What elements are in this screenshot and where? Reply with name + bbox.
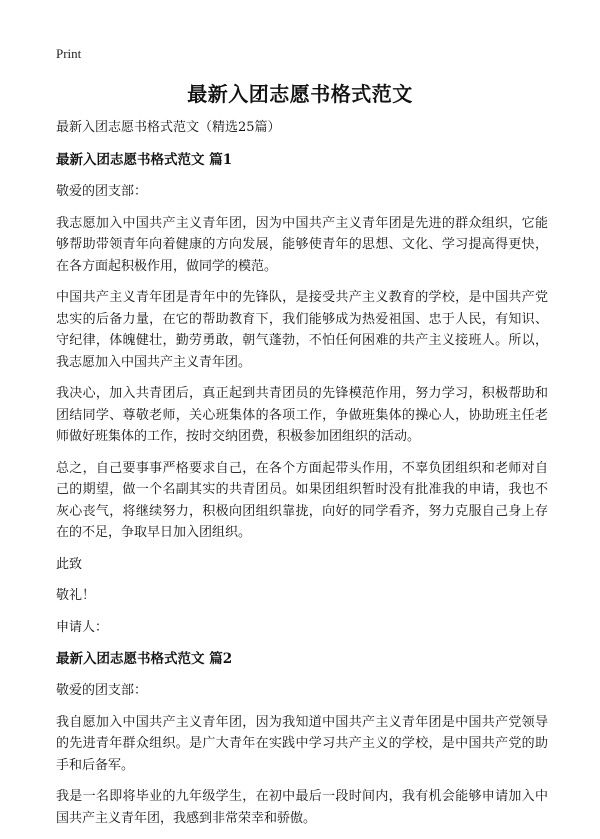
closing-line: 此致 <box>56 556 83 572</box>
paragraph: 我是一名即将毕业的九年级学生，在初中最后一段时间内，我有机会能够申请加入中国共产主义青年团，我感到非常荣幸和骄傲。 <box>56 789 548 826</box>
paragraph: 总之，自己要事事严格要求自己，在各个方面起带头作用，不辜负团组织和老师对自己的期望，做一个名副其实的共青团员。如果团组织暂时没有批准我的申请，我也不灰心丧气，将继续努力，积极向团组织靠拢，向好的同学看齐，努力克服自己身上存在的不足，争取早日加入团组织。 <box>56 460 548 540</box>
paragraph: 中国共产主义青年团是青年中的先锋队，是接受共产主义教育的学校，是中国共产党忠实的后备力量，在它的帮助教育下，我们能够成为热爱祖国、忠于人民，有知识、守纪律，体魄健壮，勤劳勇敢，朝气蓬勃，不怕任何困难的共产主义接班人。所以，我志愿加入中国共产主义青年团。 <box>56 290 548 370</box>
closing-line: 敬礼！ <box>56 588 96 603</box>
document-body <box>56 117 548 839</box>
paragraph: 我自愿加入中国共产主义青年团，因为我知道中国共产主义青年团是中国共产党领导的先进青年群众组织。是广大青年在实践中学习共产主义的学校，是中国共产党的助手和后备军。 <box>56 714 548 773</box>
article-title: 最新入团志愿书格式范文 篇1 <box>56 152 233 168</box>
signature-line: 申请人： <box>56 619 109 635</box>
salutation: 敬爱的团支部： <box>56 184 148 199</box>
document-title: 最新入团志愿书格式范文 <box>187 82 413 106</box>
paragraph: 我志愿加入中国共产主义青年团，因为中国共产主义青年团是先进的群众组织，它能够帮助带领青年向着健康的方向发展，能够使青年的思想、文化、学习提高得更快，在各方面起积极作用，做同学的模范。 <box>56 215 548 274</box>
print-label: Print <box>56 46 82 61</box>
salutation: 敬爱的团支部： <box>56 683 148 698</box>
article-title: 最新入团志愿书格式范文 篇2 <box>56 651 233 667</box>
document-subtitle: 最新入团志愿书格式范文（精选25篇） <box>56 120 281 135</box>
article-1 <box>56 149 548 638</box>
paragraph: 我决心，加入共青团后，真正起到共青团员的先锋模范作用，努力学习，积极帮助和团结同学、尊敬老师，关心班集体的各项工作，争做班集体的操心人，协助班主任老师做好班集体的工作，按时交纳团费，积极参加团组织的活动。 <box>56 386 548 444</box>
article-2 <box>56 648 548 829</box>
